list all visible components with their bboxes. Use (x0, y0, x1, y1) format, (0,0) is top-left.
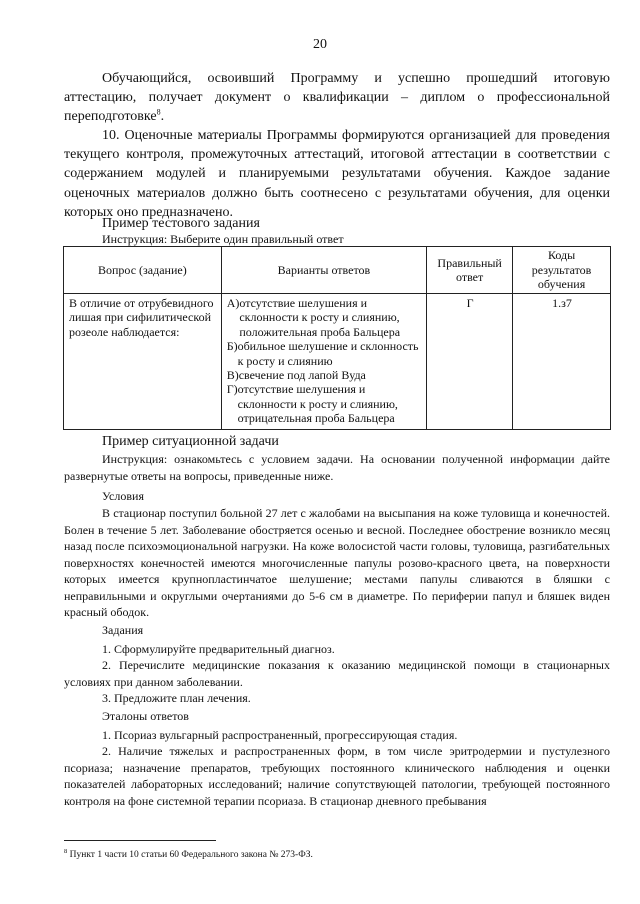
learning-codes-cell: 1.з7 (513, 294, 611, 430)
footnote-reference: 8 (156, 107, 161, 117)
answers-label: Эталоны ответов (102, 709, 189, 723)
test-example-heading: Пример тестового задания (102, 216, 260, 231)
answer-item: 2. Наличие тяжелых и распространенных форм, в том числе эритродермии и пустулезного псориаза; назначение препаратов, требующих постоянного клинического наблюдения и оценки показателей лабораторных исследований; наличие сопутствующей патологии, требующей постоянного контроля на фоне системной терапии псориаза. В стационар дневного пребывания (64, 744, 610, 808)
table-row (64, 294, 611, 430)
intro-paragraph-2: 10. Оценочные материалы Программы формируются организацией для проведения текущего контроля, промежуточных аттестаций, итоговой аттестации в соответствии с содержанием модулей и планируемыми результатами обучения. Каждое задание оценочных материалов должно быть соотнесено с результатами обучения, для оценки которых оно предназначено. (64, 128, 610, 220)
footnote (64, 846, 313, 861)
question-cell: В отличие от отрубевидного лишая при сифилитической розеоле наблюдается: (64, 294, 222, 430)
option-letter: Г) (226, 382, 238, 397)
intro-paragraph-1-tail: . (160, 109, 165, 125)
test-question-table (63, 246, 611, 430)
correct-answer-cell: Г (427, 294, 513, 430)
option-letter: В) (226, 368, 239, 383)
footnote-divider (64, 840, 216, 841)
conditions-text: В стационар поступил больной 27 лет с жалобами на высыпания на коже туловища и конечностей. Болен в течение 5 лет. Заболевание обостряется осенью и весной. Последнее обострение возникло месяц назад после психоэмоциональной нагрузки. На коже волосистой части головы, туловища, разгибательных поверхностях конечностей имеются многочисленные папулы розово-красного цвета, на поверхности которых имеется крупнопластинчатое шелушение; местами папулы сливаются в бляшки с неправильными и округлыми очертаниями до 5-6 см в диаметре. По периферии папул и бляшек виден красный ободок. (64, 506, 610, 619)
test-example-instruction: Инструкция: Выберите один правильный ответ (102, 232, 344, 246)
situational-task-instruction: Инструкция: ознакомьтесь с условием задачи. На основании полученной информации дайте развернутые ответы на вопросы, приведенные ниже. (64, 452, 610, 483)
situational-task-heading: Пример ситуационной задачи (102, 434, 279, 449)
tasks-label: Задания (102, 623, 144, 637)
intro-paragraph-1 (64, 69, 610, 127)
intro-paragraph-1-text: Обучающийся, освоивший Программу и успешно прошедший итоговую аттестацию, получает документ о квалификации – диплом о профессиональной переподготовке (64, 71, 610, 125)
answer-option (227, 382, 422, 425)
option-text: отсутствие шелушения и склонности к росту и слиянию, отрицательная проба Бальцера (237, 382, 398, 426)
footnote-text: Пункт 1 части 10 статьи 60 Федерального закона № 273-ФЗ. (67, 850, 313, 861)
answer-option (227, 296, 422, 339)
option-text: свечение под лапой Вуда (238, 368, 366, 383)
conditions-label: Условия (102, 489, 144, 503)
task-item: 2. Перечислите медицинские показания к оказанию медицинской помощи в стационарных условиях при данном заболевании. (64, 658, 610, 689)
answer-option (227, 339, 422, 368)
task-item: 1. Сформулируйте предварительный диагноз. (102, 642, 335, 656)
options-cell (221, 294, 426, 430)
option-text: обильное шелушение и склонность к росту и слиянию (237, 339, 419, 368)
option-letter: Б) (226, 339, 238, 354)
answer-option (227, 368, 422, 382)
header-options: Варианты ответов (221, 247, 426, 294)
footnote-marker: 8 (64, 848, 68, 855)
page-number: 20 (313, 37, 327, 52)
task-item: 3. Предложите план лечения. (102, 691, 251, 705)
answer-item: 1. Псориаз вульгарный распространенный, прогрессирующая стадия. (102, 728, 458, 742)
header-correct-answer: Правильный ответ (427, 247, 513, 294)
header-question: Вопрос (задание) (64, 247, 222, 294)
table-header-row (64, 247, 611, 294)
header-learning-codes: Коды результатов обучения (513, 247, 611, 294)
option-letter: А) (226, 296, 240, 310)
option-text: отсутствие шелушения и склонности к росту и слиянию, положительная проба Бальцера (239, 296, 401, 339)
